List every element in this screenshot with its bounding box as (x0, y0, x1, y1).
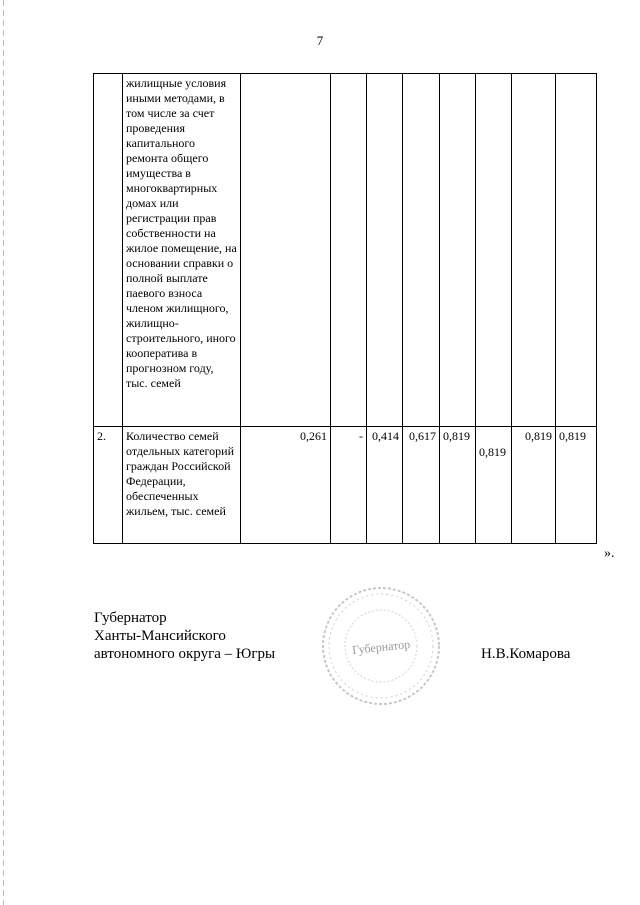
row-value: 0,819 (476, 427, 512, 544)
row-value (367, 74, 403, 427)
row-value (331, 74, 367, 427)
data-table (93, 73, 597, 544)
signature-title (94, 609, 275, 663)
row-value (403, 74, 440, 427)
row-value: 0,261 (241, 427, 331, 544)
page-left-edge (3, 0, 4, 905)
page-number: 7 (316, 33, 324, 48)
row-description: жилищные условия иными методами, в том числе за счет проведения капитального ремонта общего имущества в многоквартирных домах или регистрации прав собственности на жилое помещение, на основании справки о полной выплате паевого взноса членом жилищного, жилищно-строительного, иного кооператива в прогнозном году, тыс. семей (123, 74, 241, 427)
row-value (556, 74, 597, 427)
official-seal-stamp (320, 585, 442, 707)
row-description: Количество семей отдельных категорий граждан Российской Федерации, обеспеченных жильем, тыс. семей (123, 427, 241, 544)
row-value (440, 74, 476, 427)
signature-title-line: Ханты-Мансийского (94, 628, 226, 644)
signer-name: Н.В.Комарова (481, 646, 571, 662)
closing-quote: ». (604, 546, 615, 561)
row-value: 0,819 (440, 427, 476, 544)
row-number: 2. (94, 427, 123, 544)
signature-title-line: автономного округа – Югры (94, 646, 276, 662)
row-value: 0,819 (512, 427, 556, 544)
row-value: 0,414 (367, 427, 403, 544)
seal-text: Губернатор (351, 636, 411, 657)
row-value (512, 74, 556, 427)
row-value (241, 74, 331, 427)
row-number (94, 74, 123, 427)
table-row (94, 74, 597, 427)
row-value: 0,617 (403, 427, 440, 544)
row-value: - (331, 427, 367, 544)
row-value (476, 74, 512, 427)
signature-title-line: Губернатор (94, 610, 167, 626)
row-value: 0,819 (556, 427, 597, 544)
table-row (94, 427, 597, 544)
